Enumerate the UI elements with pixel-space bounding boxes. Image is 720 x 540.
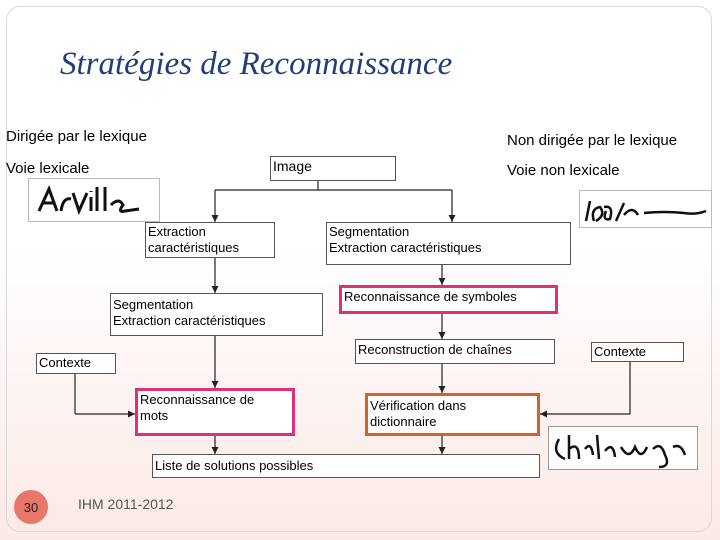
context-left-box: [36, 353, 116, 374]
segmentation-right-box: [326, 222, 571, 265]
label-non-lexical-path: Voie non lexicale: [507, 162, 620, 179]
label-not-guided: Non dirigée par le lexique: [507, 132, 678, 149]
handwriting-icon: [580, 191, 712, 228]
slide-title: Stratégies de Reconnaissance: [60, 46, 453, 82]
segmentation-mid-line-2: Extraction caractéristiques: [113, 313, 266, 328]
segmentation-mid-box: [110, 293, 323, 336]
symbols-box: [339, 285, 558, 314]
image-label: Image: [273, 158, 312, 174]
context-right-box: [591, 342, 684, 362]
chains-label: Reconstruction de chaînes: [358, 342, 512, 357]
dictionary-line-2: dictionnaire: [370, 414, 437, 429]
solutions-label: Liste de solutions possibles: [155, 458, 314, 473]
label-guided: Dirigée par le lexique: [6, 128, 147, 145]
dictionary-line-1: Vérification dans: [370, 398, 467, 413]
page-number-badge: [14, 490, 48, 524]
context-right-label: Contexte: [594, 344, 647, 359]
handwritten-word-image: [28, 178, 160, 222]
segmentation-right-line-1: Segmentation: [329, 224, 410, 239]
label-lexical-path: Voie lexicale: [6, 160, 90, 177]
handwritten-name-image: [548, 426, 698, 470]
symbols-label: Reconnaissance de symboles: [344, 289, 517, 304]
extraction-line-1: Extraction: [148, 224, 206, 239]
footer-text: IHM 2011-2012: [78, 496, 174, 512]
solutions-box: [152, 454, 540, 478]
words-line-2: mots: [140, 408, 169, 423]
handwritten-amount-image: [579, 190, 712, 228]
words-line-1: Reconnaissance de: [140, 392, 255, 407]
page-number: 30: [23, 499, 39, 515]
dictionary-box: [365, 393, 540, 436]
context-left-label: Contexte: [39, 355, 92, 370]
image-box: [270, 156, 396, 181]
extraction-line-2: caractéristiques: [148, 240, 240, 255]
segmentation-mid-line-1: Segmentation: [113, 297, 194, 312]
handwriting-icon: [549, 427, 698, 470]
handwriting-icon: [29, 179, 160, 222]
extraction-box: [145, 222, 275, 258]
chains-box: [355, 339, 555, 364]
words-box: [135, 388, 295, 436]
segmentation-right-line-2: Extraction caractéristiques: [329, 240, 482, 255]
